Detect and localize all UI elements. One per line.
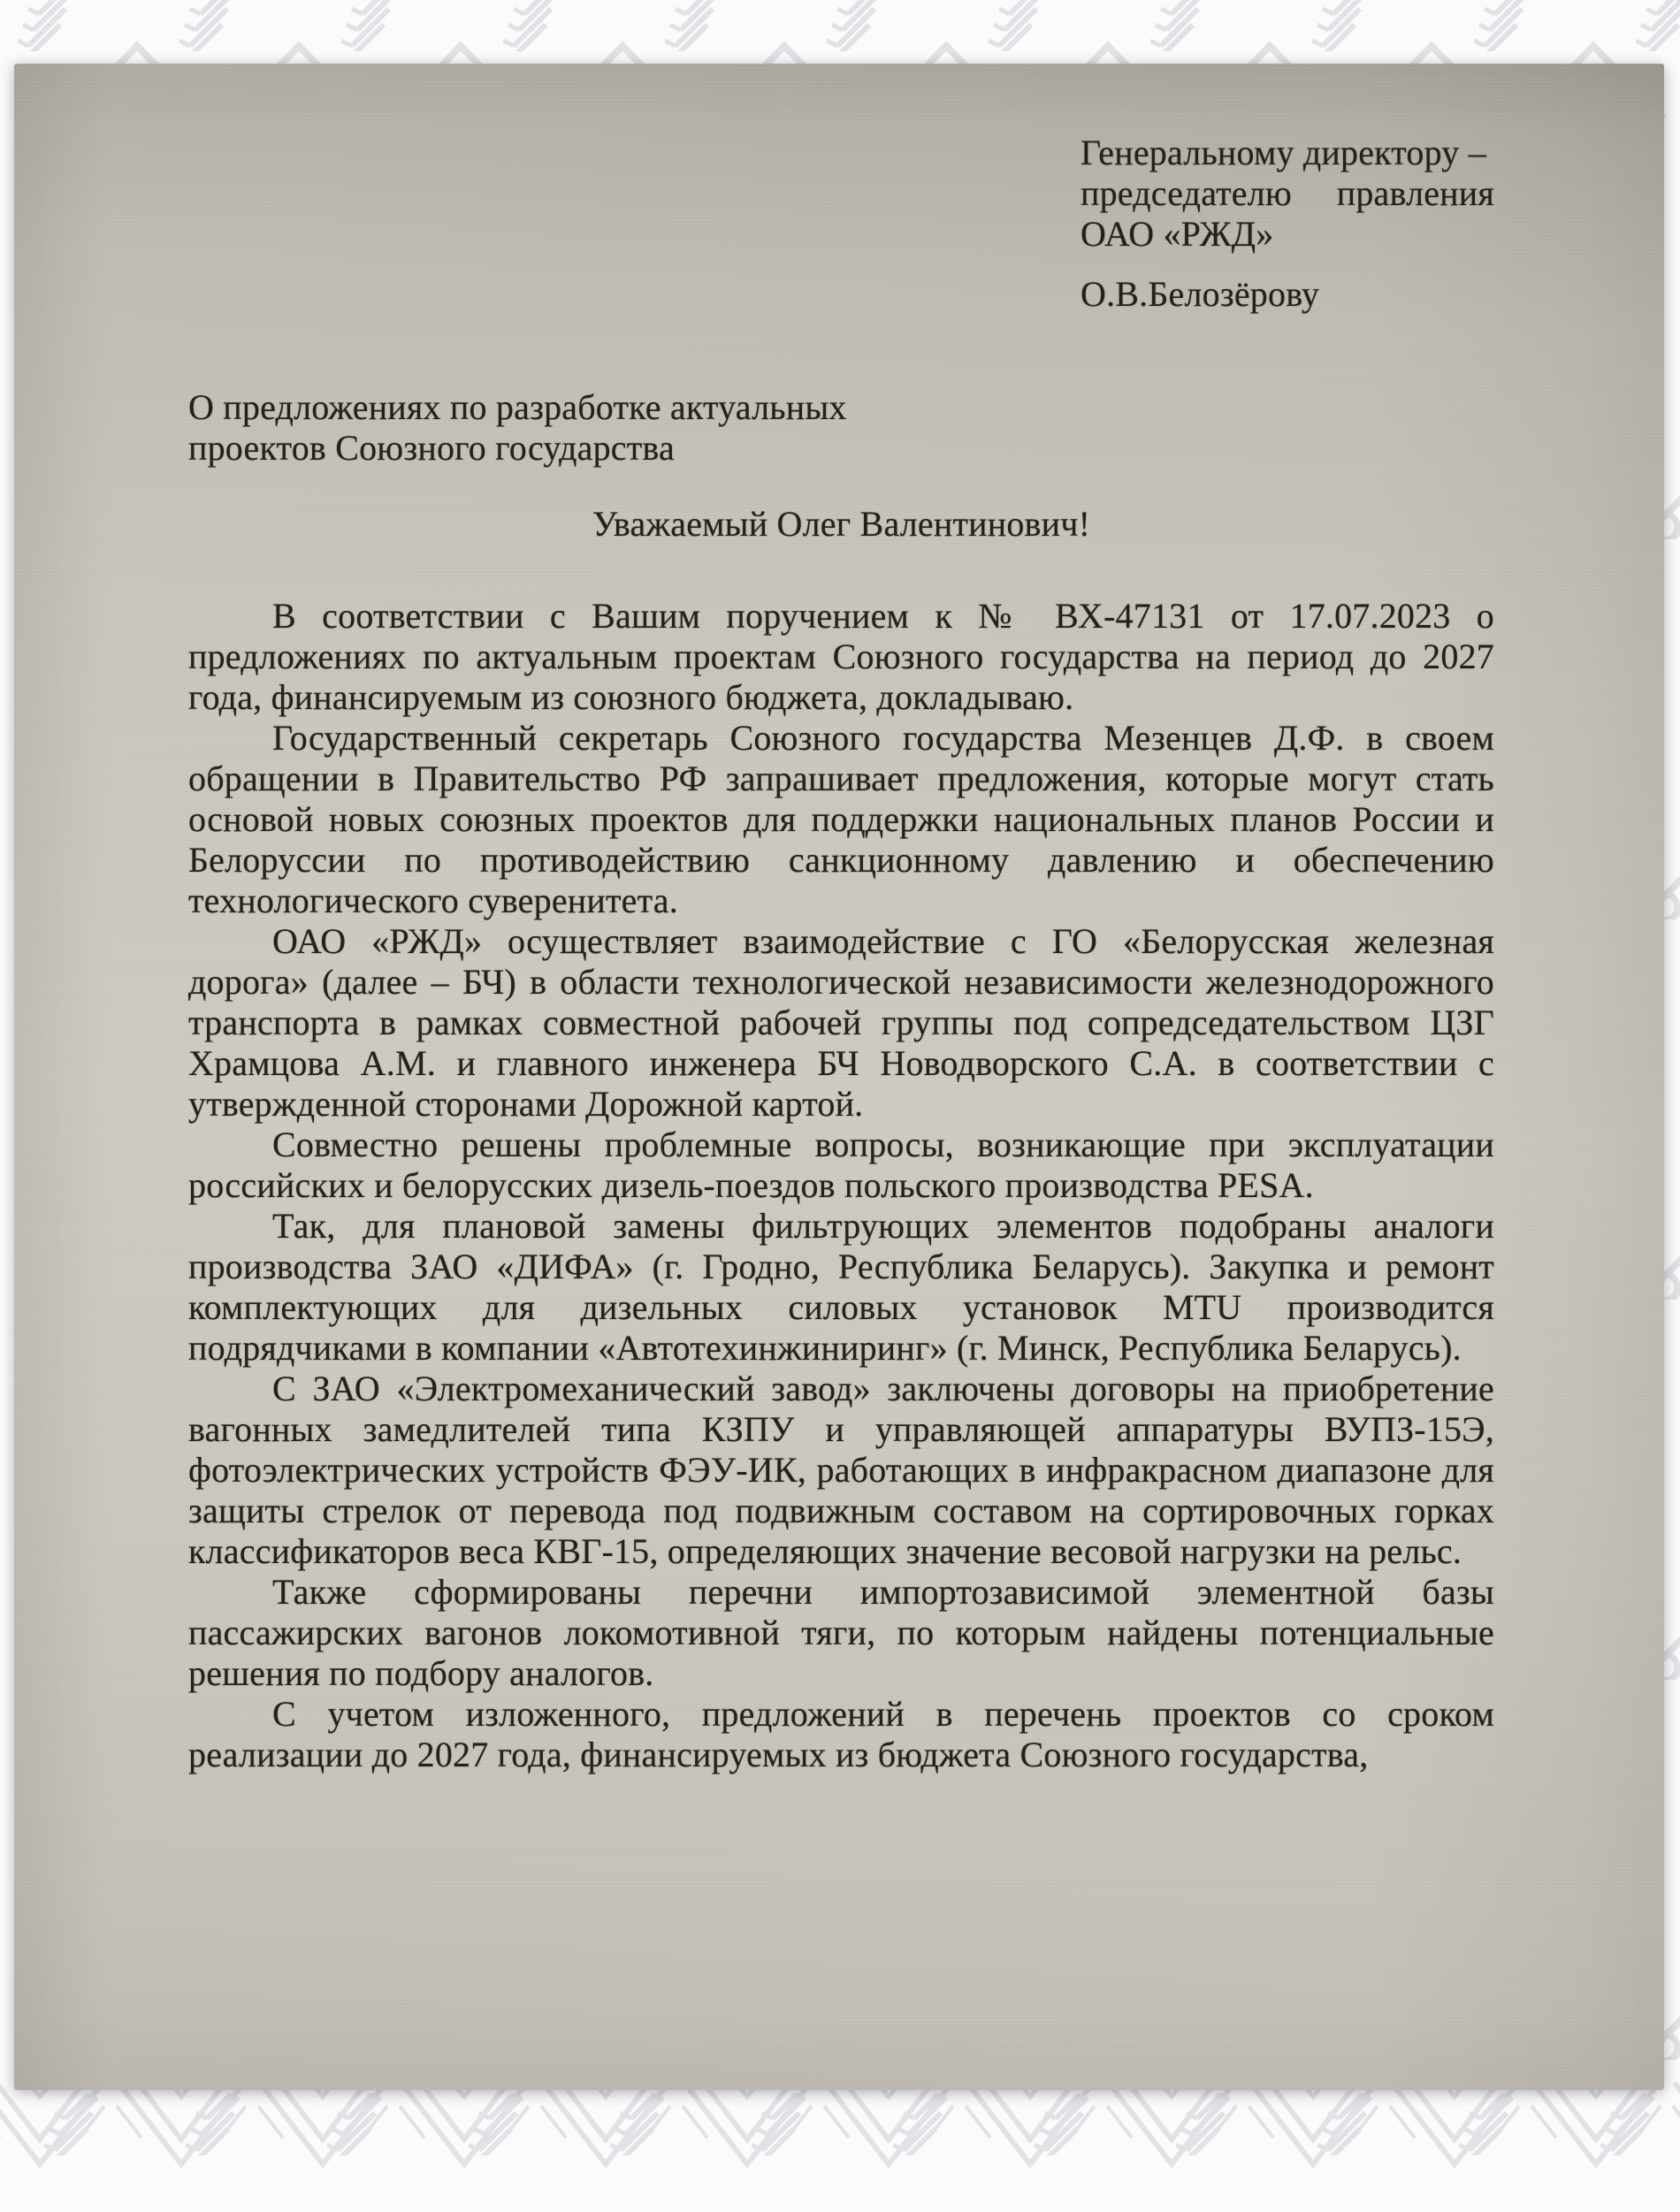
recipient-name: О.В.Белозёрову: [1081, 274, 1320, 314]
paragraph: С ЗАО «Электромеханический завод» заключены договоры на приобретение вагонных замедлителей типа КЗПУ и управляющей аппаратуры ВУПЗ-15Э, фотоэлектрических устройств ФЭУ-ИК, работающих в инфракрасном диапазоне для защиты стрелок от перевода под подвижным составом на сортировочных горках классификаторов веса КВГ-15, определяющих значение весовой нагрузки на рельс.: [188, 1369, 1494, 1571]
document-hatch-icon: [1636, 0, 1680, 51]
salutation: Уважаемый Олег Валентинович!: [592, 504, 1091, 544]
document-hatch-icon: [752, 2094, 831, 2155]
paragraph: В соответствии с Вашим поручением к № ВХ-47131 от 17.07.2023 о предложениях по актуальным проектам Союзного государства на период до 2027 года, финансируемым из союзного бюджета, докладываю.: [188, 596, 1494, 717]
paragraph: ОАО «РЖД» осуществляет взаимодействие с ГО «Белорусская железная дорога» (далее – БЧ) в области технологической независимости железнодорожного транспорта в рамках совместной рабочей группы под сопредседательством ЦЗГ Храмцова А.М. и главного инженера БЧ Новодворского С.А. в соответствии с утвержденной сторонами Дорожной картой.: [188, 921, 1494, 1124]
paragraph: Совместно решены проблемные вопросы, возникающие при эксплуатации российских и белорусских дизель-поездов польского производства PESA.: [188, 1125, 1494, 1205]
document-hatch-icon: [1035, 2094, 1114, 2155]
document-hatch-icon: [327, 2094, 407, 2155]
document-hatch-icon: [1176, 2094, 1256, 2155]
document-hatch-icon: [186, 2094, 265, 2155]
document-hatch-icon: [1600, 2094, 1680, 2155]
paragraph: Так, для плановой замены фильтрующих элементов подобраны аналоги производства ЗАО «ДИФА» (г. Гродно, Республика Беларусь). Закупка и ремонт комплектующих для дизельных силовых установок MTU производится подрядчиками в компании «Автотехинжиниринг» (г. Минск, Республика Беларусь).: [188, 1206, 1494, 1368]
triangle-ornament-icon: [1671, 2079, 1680, 2212]
paragraph: Также сформированы перечни импортозависимой элементной базы пассажирских вагонов локомотивной тяги, по которым найдены потенциальные решения по подбору аналогов.: [188, 1572, 1494, 1693]
recipient-line: ОАО «РЖД»: [1081, 214, 1274, 254]
document-hatch-icon: [469, 2094, 548, 2155]
document-hatch-icon: [893, 2094, 973, 2155]
document-hatch-icon: [44, 2094, 124, 2155]
document-hatch-icon: [610, 2094, 690, 2155]
recipient-block: [1081, 133, 1494, 315]
letter-page: [14, 64, 1664, 2090]
subject-line: О предложениях по разработке актуальных проектов Союзного государства: [188, 387, 847, 468]
paragraph: С учетом изложенного, предложений в перечень проектов со сроком реализации до 2027 года, финансируемых из бюджета Союзного государства,: [188, 1694, 1494, 1774]
letter-body: [188, 596, 1494, 1775]
recipient-line: Генеральному директору –: [1081, 133, 1486, 172]
recipient-line: председателю правления: [1081, 173, 1494, 213]
letter-content: [14, 64, 1664, 2090]
document-hatch-icon: [1317, 2094, 1397, 2155]
document-hatch-icon: [1459, 2094, 1539, 2155]
paragraph: Государственный секретарь Союзного государства Мезенцев Д.Ф. в своем обращении в Правительство РФ запрашивает предложения, которые могут стать основой новых союзных проектов для поддержки национальных планов России и Белоруссии по противодействию санкционному давлению и обеспечению технологического суверенитета.: [188, 718, 1494, 920]
